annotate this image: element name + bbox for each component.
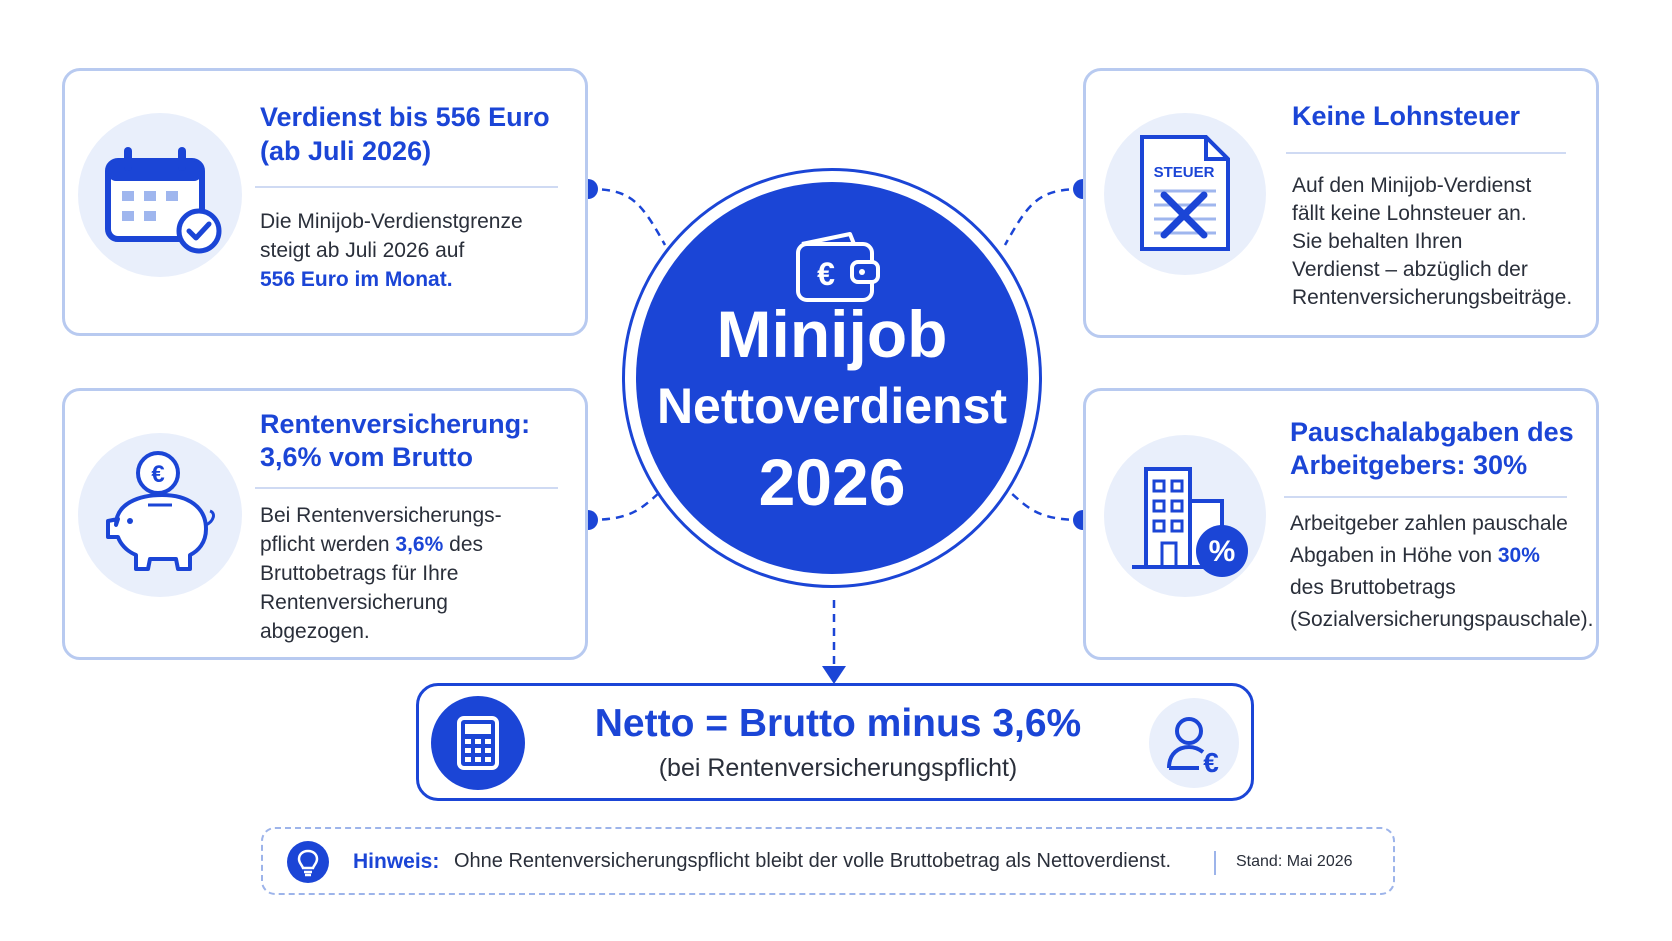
card-tax-title: Keine Lohnsteuer [1292,101,1521,131]
card-employer-text-line4: (Sozialversicherungspauschale). [1290,608,1594,631]
card-divider [255,186,558,188]
card-employer-text-line1: Arbeitgeber zahlen pauschale [1290,512,1568,535]
card-earnings-title-line1: Verdienst bis 556 Euro [260,102,550,132]
arrowhead [822,666,846,684]
person-euro-icon [1149,698,1239,788]
card-pension-text-line2 [260,530,483,559]
piggy-bank-euro-icon [78,433,242,597]
tax-document-label: STEUER [1153,164,1215,181]
card-employer-text-line2 [1290,541,1540,570]
formula-box [416,683,1254,801]
card-pension [62,388,588,660]
hub-inner [636,182,1028,574]
card-tax-text-line: Verdienst – abzüglich der [1292,258,1528,281]
formula-sub: (bei Rentenversicherungspflicht) [658,754,1018,782]
hint-date: Stand: Mai 2026 [1236,853,1353,870]
card-tax-text-line: Sie behalten Ihren [1292,230,1463,253]
card-earnings-text-line2: steigt ab Juli 2026 auf [260,239,465,262]
hint-text: Ohne Rentenversicherungspflicht bleibt der volle Bruttobetrag als Nettoverdienst. [454,850,1172,872]
calendar-check-icon [78,113,242,277]
card-pension-text-line3: Bruttobetrags für Ihre [260,562,459,585]
hint-bar [261,827,1395,895]
hub-circle [622,168,1042,588]
card-earnings-text-highlight: 556 Euro im Monat. [260,268,453,291]
card-pension-text-line4: Rentenversicherung [260,591,448,614]
card-tax-text-line: Rentenversicherungsbeiträge. [1292,286,1573,309]
card-earnings-title-line2: (ab Juli 2026) [260,136,432,166]
card-pension-text-line2-after: des [449,533,483,556]
building-percent-icon [1104,435,1266,597]
card-tax-text-line: fällt keine Lohnsteuer an. [1292,202,1527,225]
svg-text:€: € [817,256,835,292]
card-tax-text-line: Auf den Minijob-Verdienst [1292,174,1532,197]
card-employer-text-line2-before: Abgaben in Höhe von [1290,544,1492,567]
card-divider [1284,496,1567,498]
card-employer [1083,388,1599,660]
wallet-euro-icon [792,230,882,306]
lightbulb-icon [287,841,329,883]
card-pension-text-line1: Bei Rentenversicherungs- [260,504,502,527]
card-pension-title-line2: 3,6% vom Brutto [260,442,474,472]
card-employer-text-line3: des Bruttobetrags [1290,576,1456,599]
card-employer-title-line2: Arbeitgebers: 30% [1290,450,1528,480]
hub-title-line3: 2026 [758,445,906,519]
card-tax [1083,68,1599,338]
card-earnings [62,68,588,336]
tax-document-crossed-icon [1104,113,1266,275]
card-employer-text-highlight: 30% [1497,544,1540,567]
card-pension-text-highlight: 3,6% [395,533,444,556]
hint-separator [1214,851,1216,875]
card-divider [255,487,558,489]
hub-title-line1: Minijob [716,297,948,371]
svg-text:€: € [151,461,165,488]
card-earnings-text-line1: Die Minijob-Verdienstgrenze [260,210,523,233]
card-divider [1286,152,1566,154]
card-pension-text-line2-before: pflicht werden [260,533,390,556]
hub-title-line2: Nettoverdienst [656,378,1008,434]
formula-main: Netto = Brutto minus 3,6% [594,702,1082,745]
card-employer-title-line1: Pauschalabgaben des [1290,417,1574,447]
card-pension-title-line1: Rentenversicherung: [260,409,531,439]
svg-text:€: € [1203,747,1219,778]
card-pension-text-line5: abgezogen. [260,620,370,643]
hint-label: Hinweis: [353,850,440,873]
svg-text:%: % [1208,535,1236,568]
